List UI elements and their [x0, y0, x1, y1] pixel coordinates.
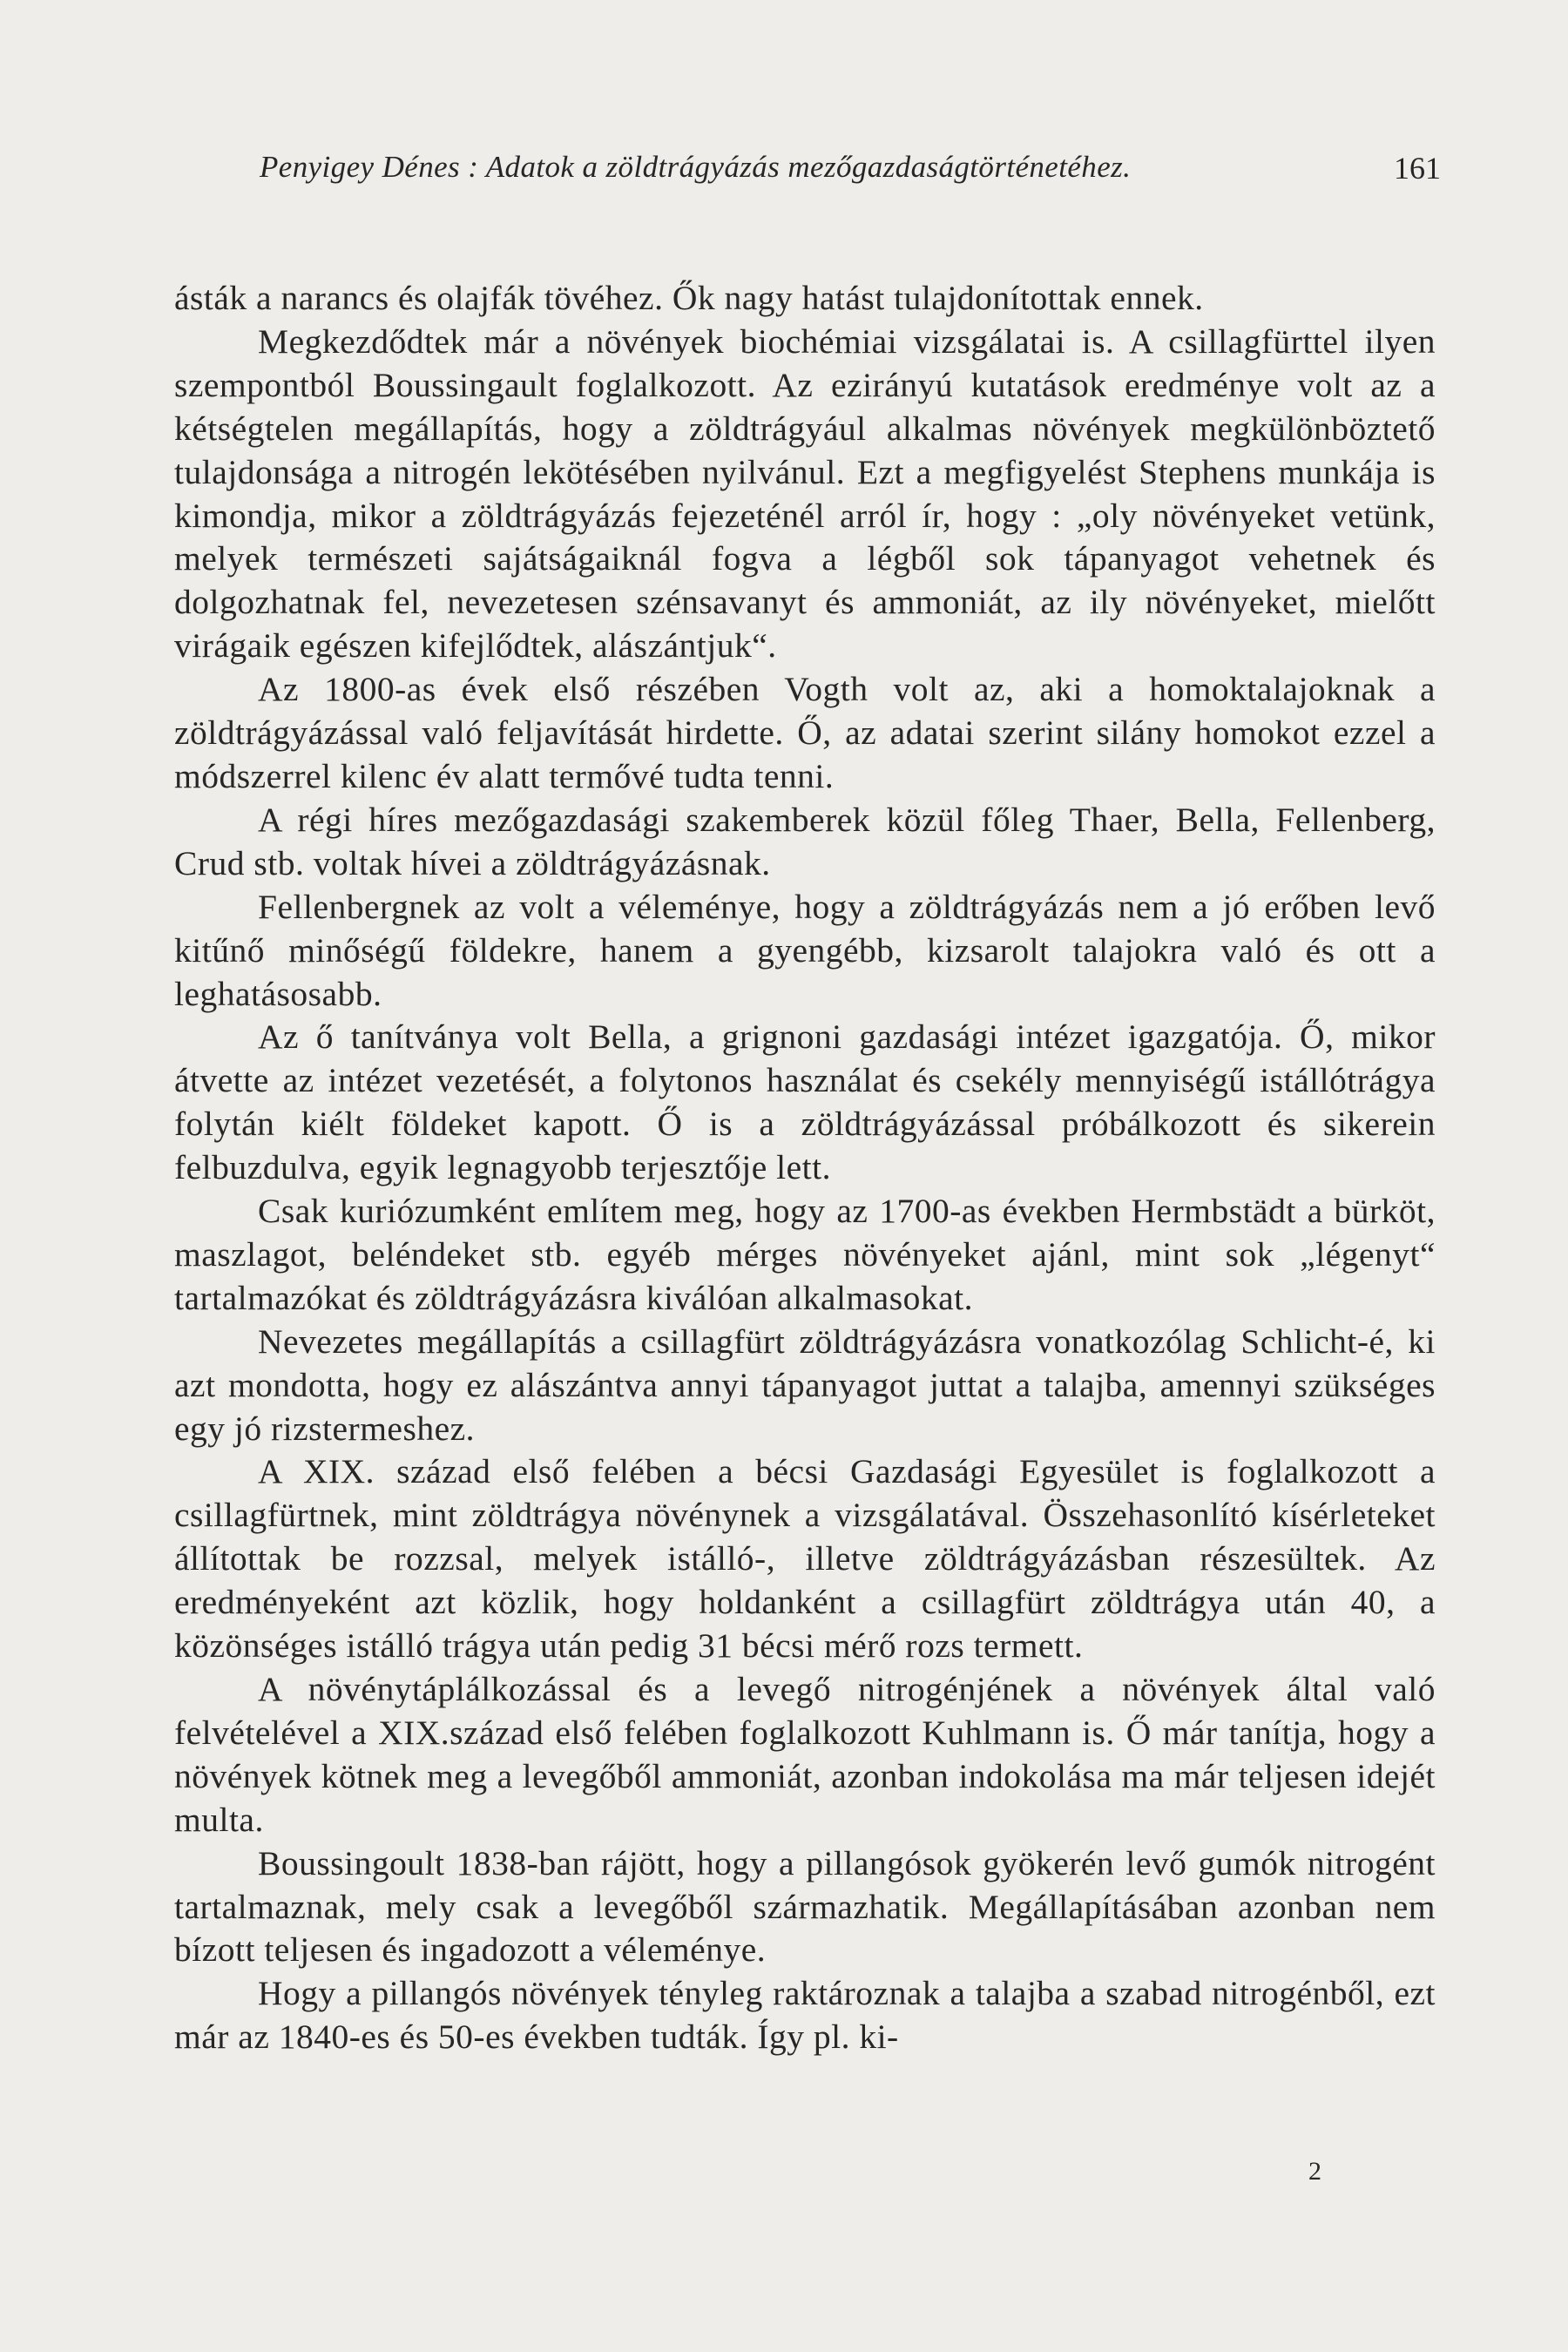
paragraph-8: Nevezetes megállapítás a csillagfürt zöldtrágyázásra vonatkozólag Schlicht-é, ki azt mondotta, hogy ez alászántva annyi tápanyagot juttat a talajba, amennyi szükséges egy jó rizstermeshez. [174, 1321, 1436, 1448]
paragraph-4: A régi híres mezőgazdasági szakemberek közül főleg Thaer, Bella, Fellenberg, Crud stb. voltak hívei a zöldtrágyázásnak. [174, 800, 1436, 882]
running-head: Penyigey Dénes : Adatok a zöldtrágyázás mezőgazdaságtörténetéhez. [260, 150, 1132, 184]
paragraph-12: Hogy a pillangós növények tényleg raktároznak a talajba a szabad nitrogénből, ezt már az 1840-es és 50-es években tudták. Így pl. ki- [174, 1974, 1436, 2057]
paragraph-6: Az ő tanítványa volt Bella, a grignoni gazdasági intézet igazgatója. Ő, mikor átvette az intézet vezetését, a folytonos használat és csekély mennyiségű istállótrágya folytán kiélt földeket kapott. Ő is a zöldtrágyázással próbálkozott és sikerein felbuzdulva, egyik legnagyobb terjesztője lett. [174, 1017, 1436, 1187]
paragraph-2: Megkezdődtek már a növények biochémiai vizsgálatai is. A csillagfürttel ilyen szempontból Boussingault foglalkozott. Az ezirányú kutatások eredménye volt az a kétségtelen megállapítás, hogy a zöldtrágyául alkalmas növények megkülönböztető tulajdonsága a nitrogén lekötésében nyilvánul. Ezt a megfigyelést Stephens munkája is kimondja, mikor a zöldtrágyázás fejezeténél arról ír, hogy : „oly növényeket vetünk, melyek természeti sajátságaiknál fogva a légből sok tápanyagot vehetnek és dolgozhatnak fel, nevezetesen szénsavanyt és ammoniát, az ily növényeket, mielőtt virágaik egészen kifejlődtek, alászántjuk“. [174, 321, 1436, 666]
paragraph-1: ásták a narancs és olajfák tövéhez. Ők nagy hatást tulajdonítottak ennek. [174, 279, 1204, 317]
paragraph-7: Csak kuriózumként említem meg, hogy az 1700-as években Hermbstädt a bürköt, maszlagot, beléndeket stb. egyéb mérges növényeket ajánl, mint sok „légenyt“ tartalmazókat és zöldtrágyázásra kiválóan alkalmasokat. [174, 1192, 1436, 1317]
paragraph-10: A növénytáplálkozással és a levegő nitrogénjének a növények által való felvételével a XIX.század első felében foglalkozott Kuhlmann is. Ő már tanítja, hogy a növények kötnek meg a levegőből ammoniát, azonban indokolása ma már teljesen idejét multa. [174, 1670, 1436, 1839]
paragraph-3: Az 1800-as évek első részében Vogth volt az, aki a homoktalajoknak a zöldtrágyázással való feljavítását hirdette. Ő, az adatai szerint silány homokot ezzel a módszerrel kilenc év alatt termővé tudta tenni. [174, 670, 1436, 795]
paragraph-9: A XIX. század első felében a bécsi Gazdasági Egyesület is foglalkozott a csillagfürtnek, mint zöldtrágya növénynek a vizsgálatával. Összehasonlító kísérleteket állítottak be rozzsal, melyek istálló-, illetve zöldtrágyázásban részesültek. Az eredményeként azt közlik, hogy holdanként a csillagfürt zöldtrágya után 40, a közönséges istálló trágya után pedig 31 bécsi mérő rozs termett. [174, 1452, 1436, 1666]
paragraph-11: Boussingoult 1838-ban rájött, hogy a pillangósok gyökerén levő gumók nitrogént tartalmaznak, mely csak a levegőből származhatik. Megállapításában azonban nem bízott teljesen és ingadozott a véleménye. [174, 1843, 1436, 1970]
signature-mark: 2 [1308, 2157, 1321, 2186]
page-number: 161 [1394, 151, 1441, 186]
paragraph-5: Fellenbergnek az volt a véleménye, hogy a zöldtrágyázás nem a jó erőben levő kitűnő minőségű földekre, hanem a gyengébb, kizsarolt talajokra való és ott a leghatásosabb. [174, 887, 1436, 1013]
body-text [174, 277, 1436, 2059]
